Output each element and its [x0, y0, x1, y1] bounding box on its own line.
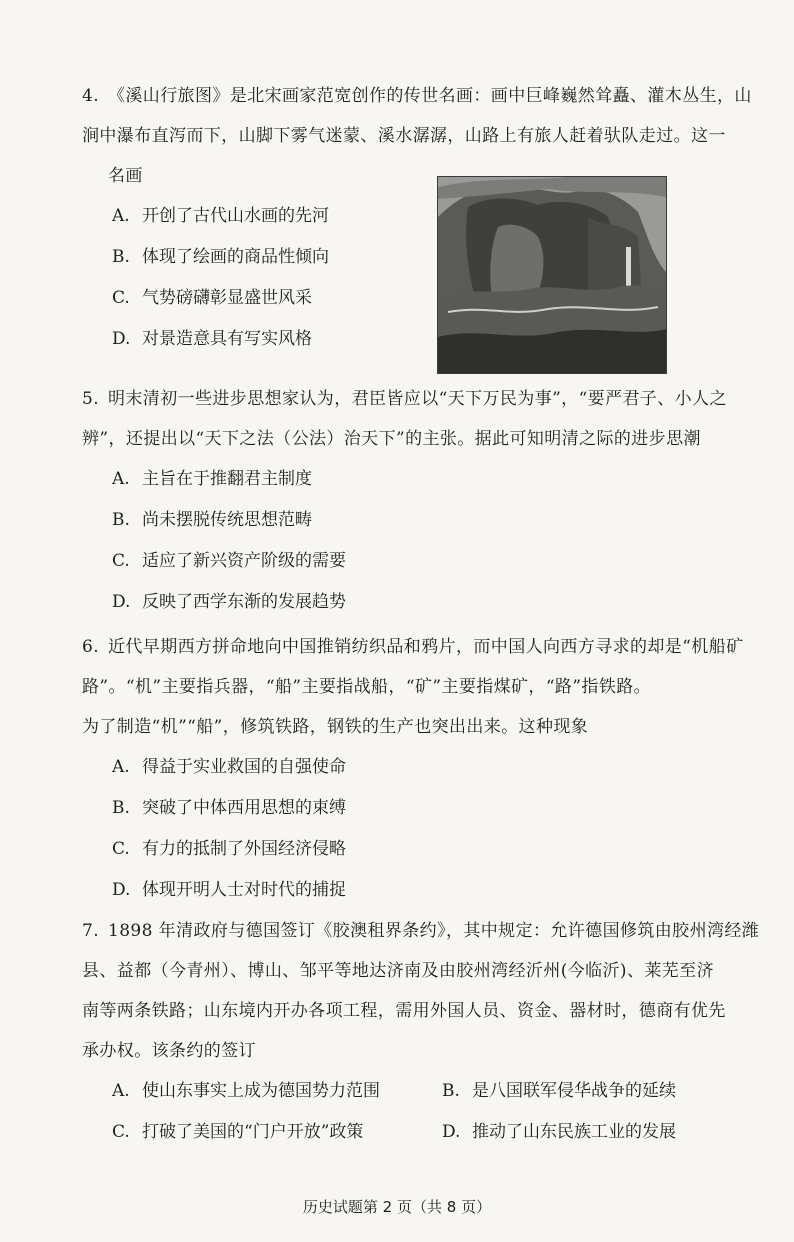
option-a — [82, 747, 772, 788]
stem-line: 辨”，还提出以“天下之法（公法）治天下”的主张。据此可知明清之际的进步思潮 — [82, 429, 701, 449]
option-text: 体现了绘画的商品性倾向 — [142, 247, 329, 267]
option-letter: B. — [112, 247, 130, 267]
option-text: 有力的抵制了外国经济侵略 — [142, 839, 346, 859]
option-b — [82, 788, 772, 829]
question-stem — [82, 116, 772, 156]
question-number: 7. — [82, 921, 100, 941]
option-text: 适应了新兴资产阶级的需要 — [142, 551, 346, 571]
option-a — [82, 196, 772, 237]
option-letter: C. — [112, 839, 130, 859]
question-stem — [82, 76, 772, 116]
option-letter: C. — [112, 288, 130, 308]
option-letter: B. — [442, 1081, 460, 1101]
question-stem — [82, 951, 772, 991]
mountain-landscape-illustration — [438, 177, 666, 373]
stem-line: 南等两条铁路；山东境内开办各项工程，需用外国人员、资金、器材时，德商有优先 — [82, 1001, 726, 1021]
option-c — [82, 278, 772, 319]
stem-line: 承办权。该条约的签订 — [82, 1041, 256, 1061]
question-stem — [82, 156, 772, 196]
option-b — [442, 1071, 772, 1112]
option-letter: B. — [112, 510, 130, 530]
question-number: 5. — [82, 389, 100, 409]
stem-line: 明末清初一些进步思想家认为，君臣皆应以“天下万民为事”，“要严君子、小人之 — [108, 389, 727, 409]
option-d — [82, 870, 772, 911]
question-stem — [82, 911, 772, 951]
option-text: 突破了中体西用思想的束缚 — [142, 798, 346, 818]
question-stem — [82, 707, 772, 747]
page-footer: 历史试题第 2 页（共 8 页） — [302, 1198, 492, 1216]
option-b — [82, 237, 772, 278]
options-two-column — [82, 1071, 772, 1153]
option-letter: D. — [112, 329, 131, 349]
option-c — [112, 1112, 442, 1153]
option-c — [82, 829, 772, 870]
question-stem — [82, 419, 772, 459]
option-d — [82, 319, 772, 360]
stem-line: 为了制造“机”“船”，修筑铁路，钢铁的生产也突出出来。这种现象 — [82, 717, 589, 737]
question-stem — [82, 379, 772, 419]
option-letter: A. — [112, 1081, 130, 1101]
option-letter: D. — [442, 1122, 461, 1142]
option-text: 气势磅礴彰显盛世风采 — [142, 288, 312, 308]
question-number: 6. — [82, 637, 100, 657]
option-letter: A. — [112, 757, 130, 777]
question-stem — [82, 667, 772, 707]
option-letter: D. — [112, 880, 131, 900]
option-text: 尚未摆脱传统思想范畴 — [142, 510, 312, 530]
option-text: 是八国联军侵华战争的延续 — [472, 1081, 676, 1101]
option-text: 体现开明人士对时代的捕捉 — [142, 880, 346, 900]
stem-line: 《溪山行旅图》是北宋画家范宽创作的传世名画：画中巨峰巍然耸矗、灌木丛生，山 — [108, 86, 752, 106]
option-text: 使山东事实上成为德国势力范围 — [142, 1081, 380, 1101]
option-c — [82, 541, 772, 582]
option-letter: C. — [112, 551, 130, 571]
stem-line: 名画 — [108, 166, 143, 186]
option-text: 得益于实业救国的自强使命 — [142, 757, 346, 777]
question-stem — [82, 627, 772, 667]
option-d — [442, 1112, 772, 1153]
option-letter: C. — [112, 1122, 130, 1142]
question-number: 4. — [82, 86, 100, 106]
option-text: 打破了美国的“门户开放”政策 — [142, 1122, 364, 1142]
option-letter: A. — [112, 469, 130, 489]
landscape-painting-image — [437, 176, 667, 374]
option-b — [82, 500, 772, 541]
option-letter: A. — [112, 206, 130, 226]
question-stem — [82, 1031, 772, 1071]
option-letter: B. — [112, 798, 130, 818]
option-text: 反映了西学东渐的发展趋势 — [142, 592, 346, 612]
option-text: 主旨在于推翻君主制度 — [142, 469, 312, 489]
option-a — [82, 459, 772, 500]
question-6 — [82, 627, 772, 911]
option-d — [82, 582, 772, 623]
question-4 — [82, 76, 772, 360]
option-text: 推动了山东民族工业的发展 — [472, 1122, 676, 1142]
stem-line: 路”。“机”主要指兵器，“船”主要指战船，“矿”主要指煤矿，“路”指铁路。 — [82, 677, 652, 697]
question-5 — [82, 379, 772, 623]
stem-line: 近代早期西方拼命地向中国推销纺织品和鸦片，而中国人向西方寻求的却是“机船矿 — [108, 637, 744, 657]
question-7 — [82, 911, 772, 1153]
option-text: 对景造意具有写实风格 — [142, 329, 312, 349]
option-text: 开创了古代山水画的先河 — [142, 206, 329, 226]
option-a — [112, 1071, 442, 1112]
stem-line: 县、益都（今青州）、博山、邹平等地达济南及由胶州湾经沂州(今临沂)、莱芜至济 — [82, 961, 714, 981]
stem-line: 1898 年清政府与德国签订《胶澳租界条约》，其中规定：允许德国修筑由胶州湾经潍 — [108, 921, 760, 941]
stem-line: 涧中瀑布直泻而下，山脚下雾气迷蒙、溪水潺潺，山路上有旅人赶着驮队走过。这一 — [82, 126, 726, 146]
option-letter: D. — [112, 592, 131, 612]
question-stem — [82, 991, 772, 1031]
